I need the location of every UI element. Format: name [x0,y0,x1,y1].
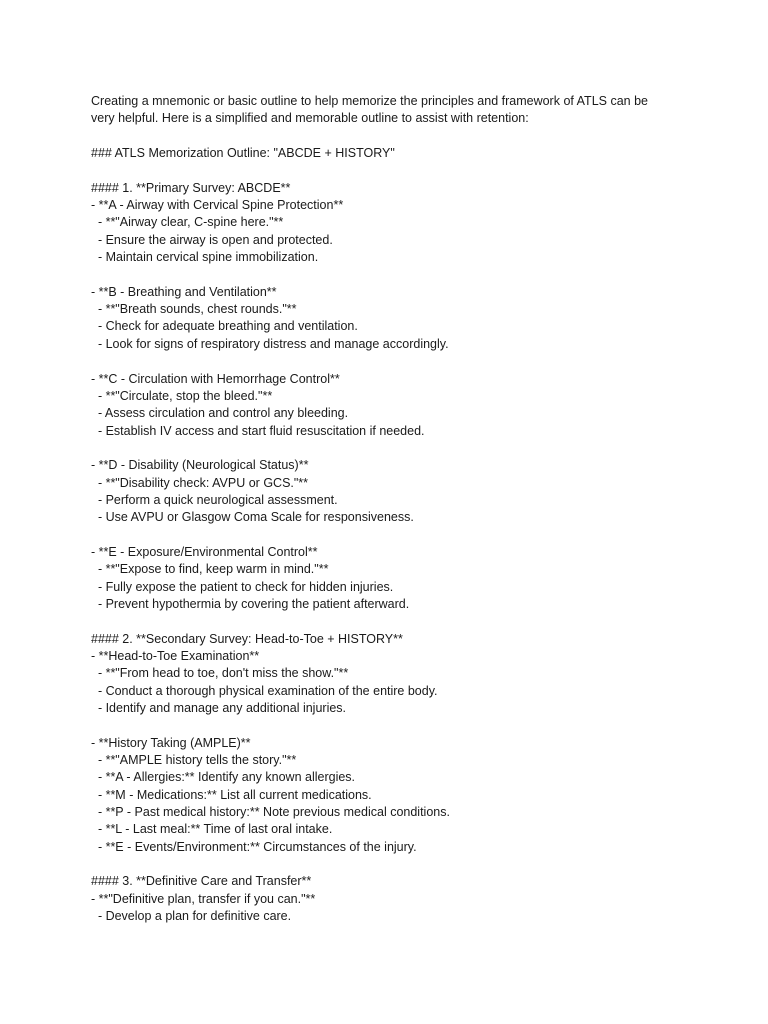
text-line: - **C - Circulation with Hemorrhage Control** [91,371,340,386]
text-line: - Establish IV access and start fluid resuscitation if needed. [91,423,425,438]
text-line: #### 3. **Definitive Care and Transfer** [91,874,312,889]
text-line: - Maintain cervical spine immobilization. [91,250,319,265]
text-line: - Prevent hypothermia by covering the patient afterward. [91,596,410,611]
text-line: - Fully expose the patient to check for hidden injuries. [91,579,394,594]
text-line: - **"Disability check: AVPU or GCS."** [91,475,309,490]
text-line: - **E - Exposure/Environmental Control** [91,544,318,559]
text-line: - **L - Last meal:** Time of last oral intake. [91,822,333,837]
text-line: - **P - Past medical history:** Note previous medical conditions. [91,805,450,820]
text-line: #### 1. **Primary Survey: ABCDE** [91,180,291,195]
text-line: - **B - Breathing and Ventilation** [91,284,277,299]
text-line: - **A - Allergies:** Identify any known allergies. [91,770,356,785]
text-line: - **History Taking (AMPLE)** [91,735,251,750]
text-line: #### 2. **Secondary Survey: Head-to-Toe + HISTORY** [91,631,403,646]
text-line: Creating a mnemonic or basic outline to help memorize the principles and framework of ATLS can be [91,94,648,108]
text-line: ### ATLS Memorization Outline: "ABCDE + HISTORY" [91,146,395,161]
document-body [91,93,731,926]
blank-line [91,440,731,457]
text-line: - Assess circulation and control any bleeding. [91,406,349,421]
text-line: - **"Circulate, stop the bleed."** [91,388,273,403]
text-line: - **"From head to toe, don't miss the show."** [91,666,349,681]
text-line: - Perform a quick neurological assessment. [91,492,338,507]
text-line: - **"Airway clear, C-spine here."** [91,215,284,230]
text-line: - **A - Airway with Cervical Spine Protection** [91,198,344,213]
text-line: - **"Expose to find, keep warm in mind."** [91,562,329,577]
text-line: - Check for adequate breathing and ventilation. [91,319,358,334]
blank-line [91,266,731,283]
blank-line [91,353,731,370]
text-line: - **D - Disability (Neurological Status)** [91,458,309,473]
text-line: - **"AMPLE history tells the story."** [91,753,297,768]
blank-line [91,613,731,630]
text-line: - Use AVPU or Glasgow Coma Scale for responsiveness. [91,510,414,525]
text-line: - **"Breath sounds, chest rounds."** [91,302,297,317]
text-line: - Identify and manage any additional injuries. [91,701,347,716]
blank-line [91,856,731,873]
text-line: - **Head-to-Toe Examination** [91,649,260,663]
text-line: - **E - Events/Environment:** Circumstances of the injury. [91,839,417,854]
text-line: - Ensure the airway is open and protected. [91,232,333,247]
blank-line [91,527,731,544]
text-line: - **"Definitive plan, transfer if you can."** [91,891,316,906]
blank-line [91,162,731,179]
blank-line [91,128,731,145]
text-line: - Look for signs of respiratory distress and manage accordingly. [91,336,449,351]
text-line: - **M - Medications:** List all current medications. [91,787,372,802]
text-line: very helpful. Here is a simplified and memorable outline to assist with retention: [91,111,529,126]
text-line: - Develop a plan for definitive care. [91,909,292,924]
blank-line [91,717,731,734]
text-line: - Conduct a thorough physical examination of the entire body. [91,683,438,698]
